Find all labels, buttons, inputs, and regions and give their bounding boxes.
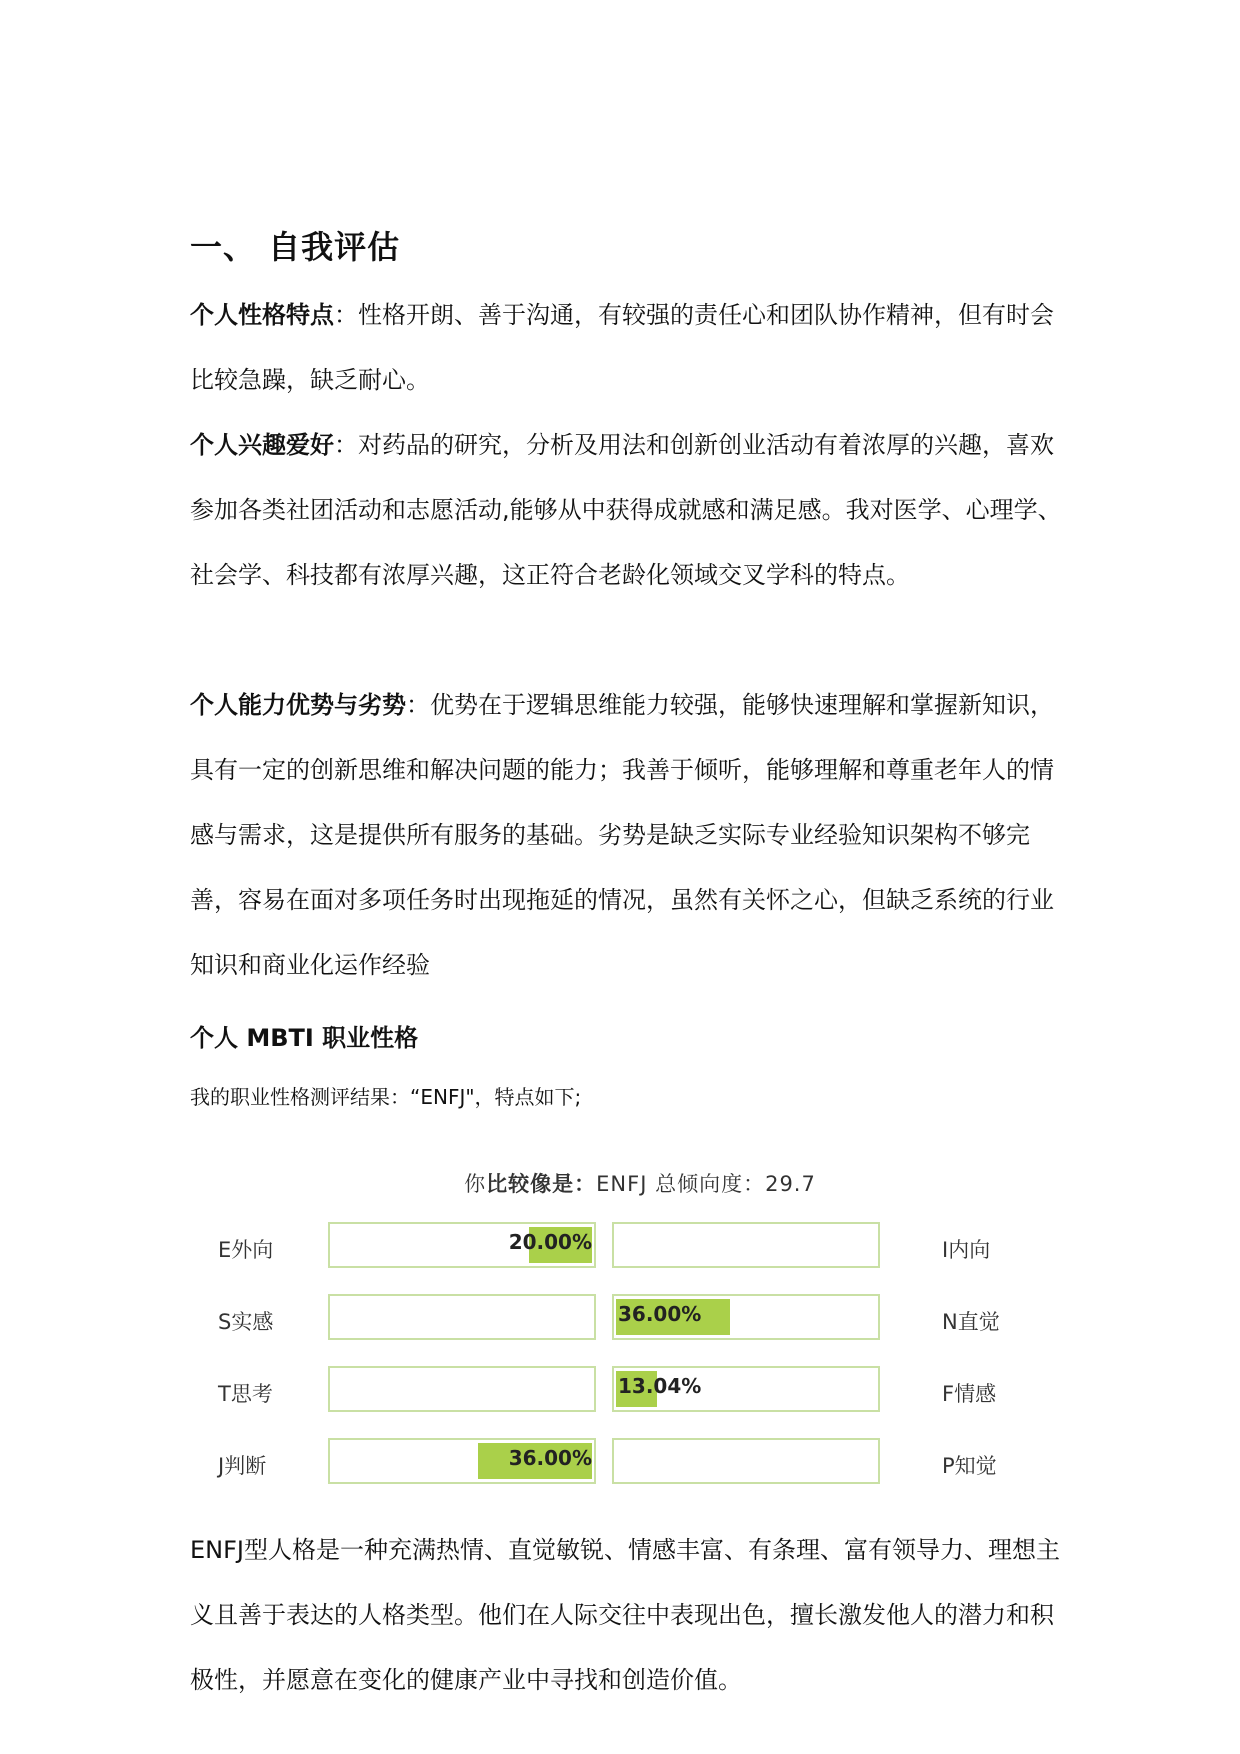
abilities-paragraph (190, 673, 1070, 998)
chart-left-label: S实感 (218, 1310, 274, 1334)
chart-left-box (328, 1438, 596, 1484)
chart-title (200, 1168, 1080, 1198)
chart-right-box (612, 1222, 880, 1268)
section-heading: 一、 自我评估 (190, 228, 401, 266)
personality-paragraph (190, 283, 1070, 413)
chart-title-strong: 比较像是： (486, 1172, 597, 1196)
mbti-result-text: 我的职业性格测评结果：“ENFJ"，特点如下; (190, 1085, 582, 1109)
chart-value-label: 36.00% (508, 1446, 592, 1470)
chart-value-label: 13.04% (618, 1374, 702, 1398)
chart-left-label: T思考 (218, 1382, 273, 1406)
mbti-chart (200, 1160, 1080, 1490)
personality-text: ：性格开朗、善于沟通，有较强的责任心和团队协作精神，但有时会比较急躁，缺乏耐心。 (190, 301, 1054, 394)
chart-left-label: J判断 (218, 1454, 267, 1478)
interests-paragraph (190, 413, 1070, 608)
chart-row (200, 1438, 1080, 1488)
chart-right-label: I内向 (942, 1238, 991, 1262)
chart-title-prefix: 你 (464, 1172, 487, 1196)
chart-row (200, 1222, 1080, 1272)
chart-value-label: 36.00% (618, 1302, 702, 1326)
chart-left-label: E外向 (218, 1238, 274, 1262)
interests-text: ：对药品的研究，分析及用法和创新创业活动有着浓厚的兴趣，喜欢参加各类社团活动和志愿活动,能够从中获得成就感和满足感。我对医学、心理学、社会学、科技都有浓厚兴趣，这正符合老龄化领域交叉学科的特点。 (190, 431, 1062, 589)
chart-right-label: F情感 (942, 1382, 997, 1406)
chart-row (200, 1366, 1080, 1416)
chart-left-box (328, 1222, 596, 1268)
chart-right-box (612, 1294, 880, 1340)
interests-label: 个人兴趣爱好 (190, 431, 334, 459)
enfj-description: ENFJ型人格是一种充满热情、直觉敏锐、情感丰富、有条理、富有领导力、理想主义且善于表达的人格类型。他们在人际交往中表现出色，擅长激发他人的潜力和积极性，并愿意在变化的健康产业中寻找和创造价值。 (190, 1536, 1060, 1694)
mbti-heading: 个人 MBTI 职业性格 (190, 1024, 419, 1052)
abilities-text: ：优势在于逻辑思维能力较强，能够快速理解和掌握新知识，具有一定的创新思维和解决问题的能力；我善于倾听，能够理解和尊重老年人的情感与需求，这是提供所有服务的基础。劣势是缺乏实际专业经验知识架构不够完善，容易在面对多项任务时出现拖延的情况，虽然有关怀之心，但缺乏系统的行业知识和商业化运作经验 (190, 691, 1054, 979)
chart-row (200, 1294, 1080, 1344)
personality-label: 个人性格特点 (190, 301, 334, 329)
chart-right-label: P知觉 (942, 1454, 997, 1478)
chart-left-box (328, 1366, 596, 1412)
chart-right-box (612, 1438, 880, 1484)
chart-title-rest: ENFJ 总倾向度：29.7 (596, 1172, 816, 1196)
abilities-label: 个人能力优势与劣势 (190, 691, 406, 719)
chart-right-label: N直觉 (942, 1310, 1000, 1334)
chart-right-box (612, 1366, 880, 1412)
chart-value-label: 20.00% (508, 1230, 592, 1254)
chart-left-box (328, 1294, 596, 1340)
